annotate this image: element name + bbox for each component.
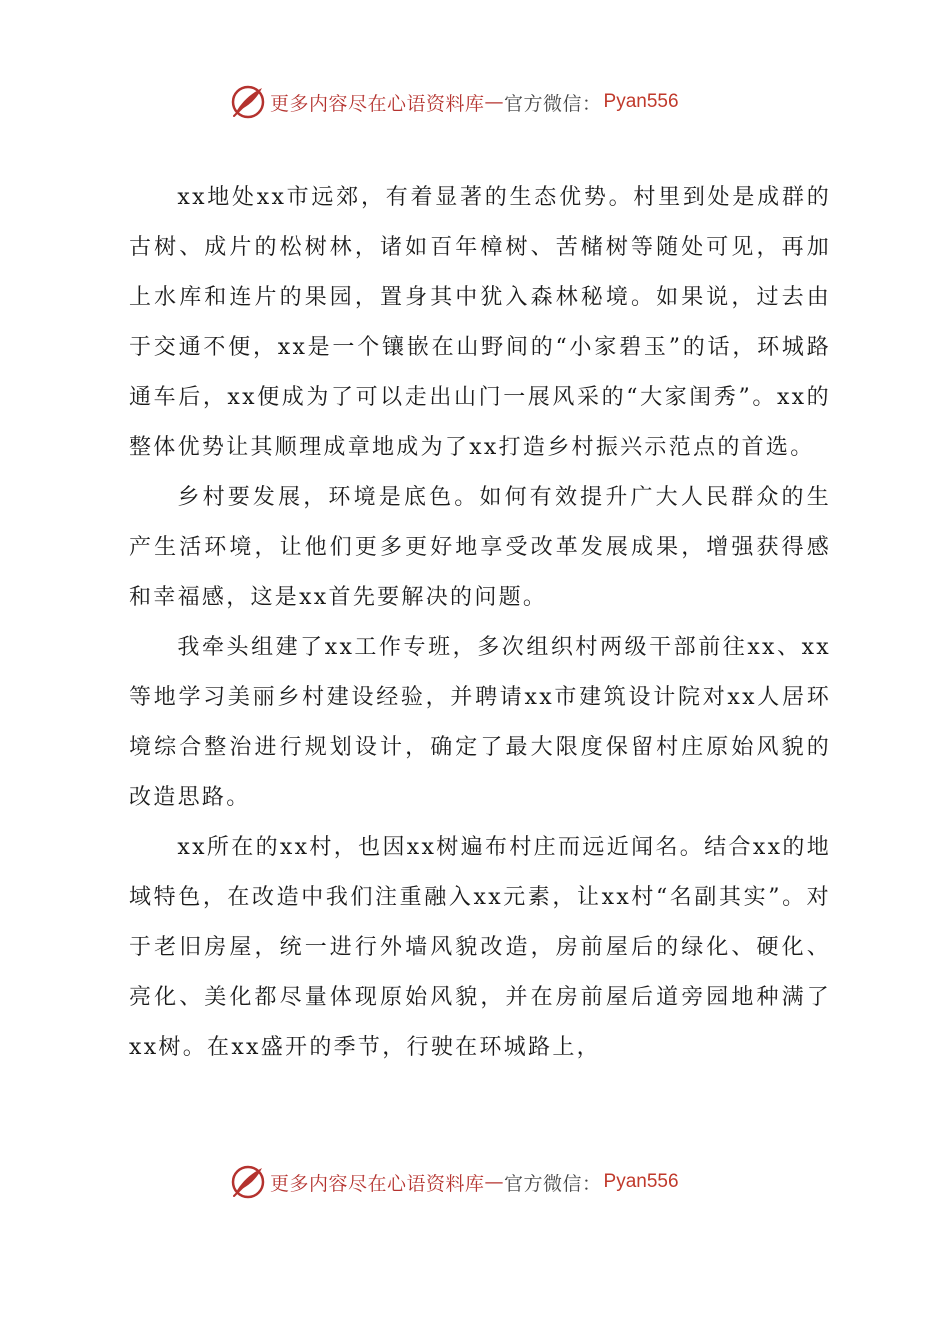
document-body [129,173,831,1073]
paragraph-4: xx所在的xx村，也因xx树遍布村庄而远近闻名。结合xx的地域特色，在改造中我们注重融入xx元素，让xx村“名副其实”。对于老旧房屋，统一进行外墙风貌改造，房前屋后的绿化、硬化、亮化、美化都尽量体现原始风貌，并在房前屋后道旁园地种满了xx树。在xx盛开的季节，行驶在环城路上， [129,835,831,1060]
paragraph-2: 乡村要发展，环境是底色。如何有效提升广大人民群众的生产生活环境，让他们更多更好地享受改革发展成果，增强获得感和幸福感，这是xx首先要解决的问题。 [129,485,831,610]
header-watermark-banner [228,82,748,122]
paragraph-1: xx地处xx市远郊，有着显著的生态优势。村里到处是成群的古树、成片的松树林，诸如百年樟树、苦槠树等随处可见，再加上水库和连片的果园，置身其中犹入森林秘境。如果说，过去由于交通不便，xx是一个镶嵌在山野间的“小家碧玉”的话，环城路通车后，xx便成为了可以走出山门一展风采的“大家闺秀”。xx的整体优势让其顺理成章地成为了xx打造乡村振兴示范点的首选。 [129,185,831,460]
banner-dash: — [484,1171,505,1193]
banner-wechat-account: Pyan556 [603,91,679,112]
footer-watermark-banner [228,1162,748,1202]
feather-quill-logo-icon [228,82,268,122]
banner-wechat-account: Pyan556 [603,1171,679,1192]
paragraph-3: 我牵头组建了xx工作专班，多次组织村两级干部前往xx、xx等地学习美丽乡村建设经验，并聘请xx市建筑设计院对xx人居环境综合整治进行规划设计，确定了最大限度保留村庄原始风貌的改造思路。 [129,635,831,810]
banner-wechat-label: 官方微信： [504,1172,602,1195]
banner-brand-text: 更多内容尽在心语资料库 [270,92,485,115]
feather-quill-logo-icon [228,1162,268,1202]
banner-dash: — [484,91,505,113]
banner-wechat-label: 官方微信： [504,92,602,115]
banner-brand-text: 更多内容尽在心语资料库 [270,1172,485,1195]
